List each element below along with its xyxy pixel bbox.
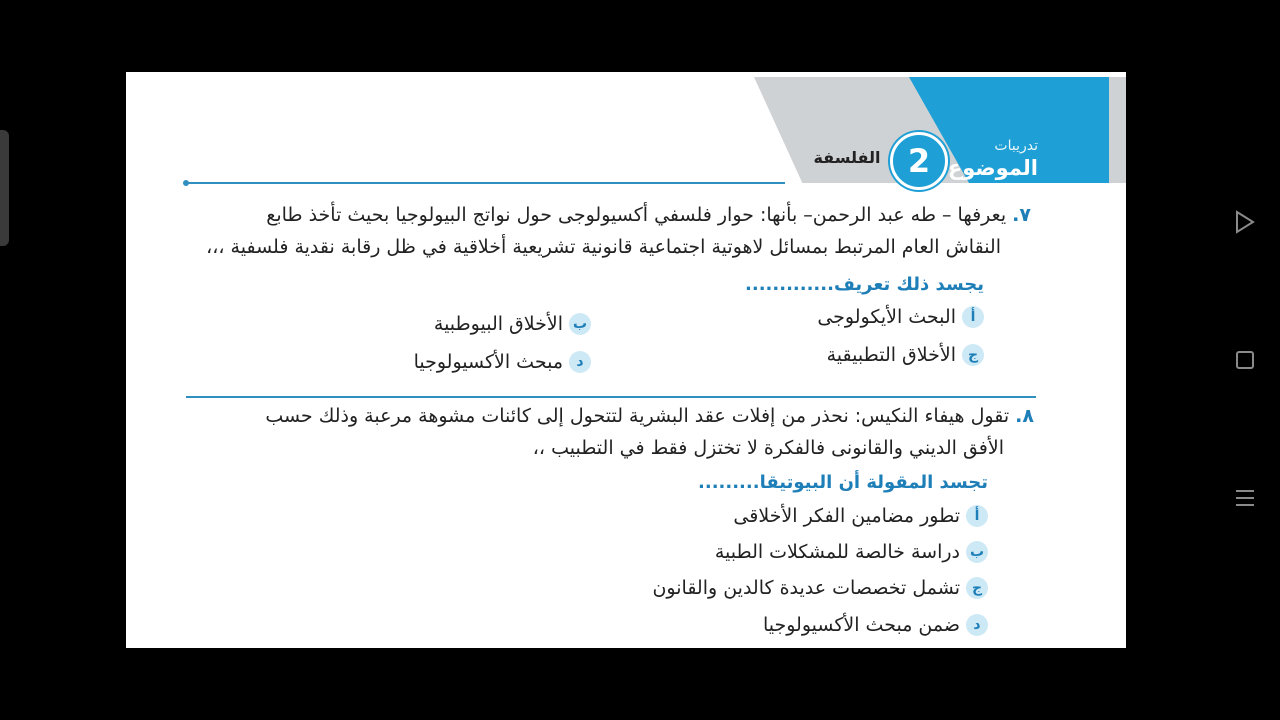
topic-number-badge: 2 (890, 132, 948, 190)
option-text: ضمن مبحث الأكسيولوجيا (762, 614, 960, 636)
topic-label: الموضوع (947, 156, 1038, 180)
menu-icon[interactable] (1232, 485, 1258, 511)
option-text: الأخلاق البيوطبية (433, 313, 563, 335)
question-7-stem: يجسد ذلك تعريف............. (745, 274, 984, 295)
q8-option-a[interactable] (546, 505, 988, 527)
play-icon[interactable] (1232, 209, 1258, 235)
option-text: تطور مضامين الفكر الأخلاقى (733, 505, 960, 527)
option-letter-badge: ج (962, 344, 984, 366)
q7-option-d[interactable] (286, 351, 591, 373)
q8-option-c[interactable] (546, 577, 988, 599)
option-letter-badge: ج (966, 577, 988, 599)
question-8-stem: تجسد المقولة أن البيوتيقا......... (698, 472, 988, 493)
question-7-line1: ٧. يعرفها – طه عبد الرحمن– بأنها: حوار فلسفي أكسيولوجى حول نواتج البيولوجيا بحيث تأخذ طابع (266, 204, 1031, 226)
subject-title: الفلسفة (813, 148, 881, 167)
q8-option-d[interactable] (546, 614, 988, 636)
q8-option-b[interactable] (546, 541, 988, 563)
section-label: تدريبات (994, 138, 1038, 154)
question-7-number: ٧. (1012, 204, 1031, 226)
question-8-line2: الأفق الديني والقانونى فالفكرة لا تختزل فقط في التطبيب ،، (532, 437, 1004, 459)
side-panel-handle[interactable] (0, 130, 9, 246)
option-letter-badge: د (569, 351, 591, 373)
option-letter-badge: أ (962, 306, 984, 328)
option-text: مبحث الأكسيولوجيا (413, 351, 563, 373)
option-letter-badge: د (966, 614, 988, 636)
question-divider (186, 396, 1036, 398)
question-7-line2: النقاش العام المرتبط بمسائل لاهوتية اجتماعية قانونية تشريعية أخلاقية في ظل رقابة نقدية فلسفية ،،، (206, 236, 1001, 258)
q7-option-b[interactable] (286, 313, 591, 335)
option-letter-badge: ب (966, 541, 988, 563)
question-8-line1: ٨. تقول هيفاء النكيس: نحذر من إفلات عقد البشرية لتتحول إلى كائنات مشوهة مرعبة وذلك حسب (265, 405, 1034, 427)
question-7-text (196, 199, 1031, 263)
option-text: الأخلاق التطبيقية (826, 344, 956, 366)
question-8-number: ٨. (1015, 405, 1034, 427)
q7-option-c[interactable] (686, 344, 984, 366)
q7-option-a[interactable] (686, 306, 984, 328)
option-letter-badge: ب (569, 313, 591, 335)
option-text: البحث الأيكولوجى (817, 306, 956, 328)
header-divider (185, 182, 785, 184)
document-page (126, 72, 1126, 648)
square-icon[interactable] (1232, 347, 1258, 373)
option-text: تشمل تخصصات عديدة كالدين والقانون (652, 577, 960, 599)
option-letter-badge: أ (966, 505, 988, 527)
option-text: دراسة خالصة للمشكلات الطبية (714, 541, 960, 563)
question-8-text (226, 400, 1034, 464)
